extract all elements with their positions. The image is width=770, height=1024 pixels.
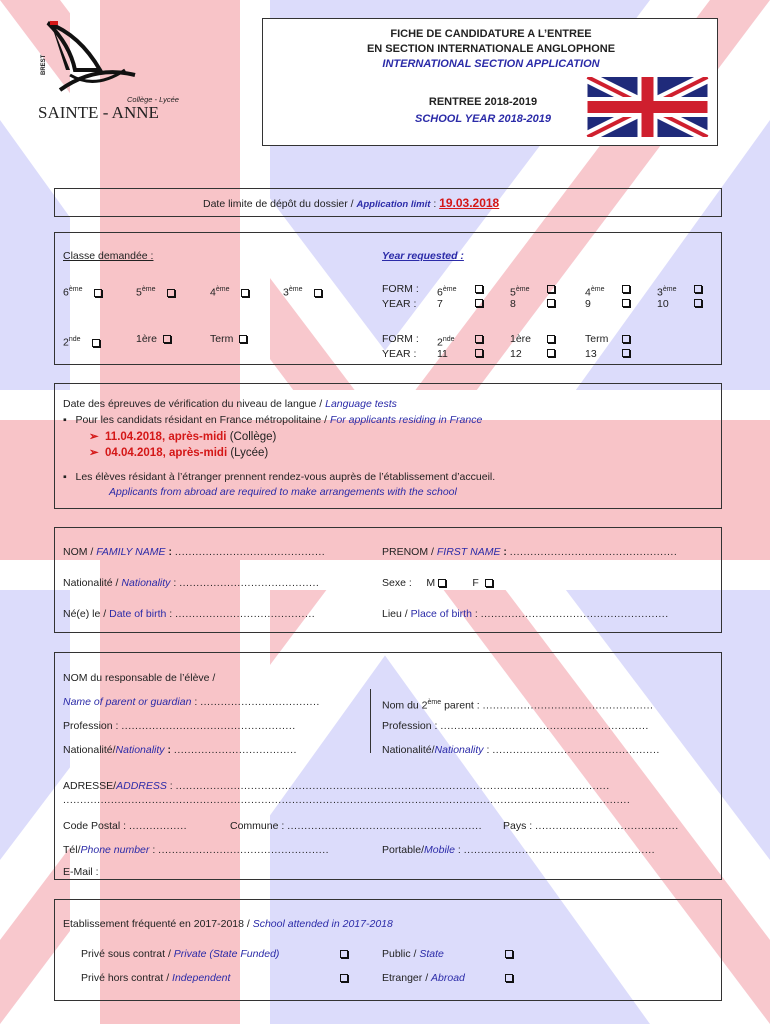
student-box	[54, 527, 722, 633]
header-rentree: RENTREE 2018-2019	[428, 96, 538, 108]
class-3eme[interactable]: 3ème	[283, 283, 322, 300]
language-tests-box	[54, 383, 722, 509]
parent-nationality-field[interactable]: Nationalité/Nationality : ....................................	[63, 744, 297, 756]
header-box	[262, 18, 718, 146]
language-tests-title: Date des épreuves de vérification du niveau de langue / Language tests	[63, 398, 397, 410]
checkbox-1ere[interactable]	[163, 335, 171, 343]
checkbox-year-8[interactable]	[547, 299, 555, 307]
family-name-field[interactable]: NOM / FAMILY NAME : ............................................	[63, 546, 326, 558]
checkbox-sex-f[interactable]	[485, 579, 493, 587]
class-requested-title: Classe demandée :	[63, 250, 154, 262]
deadline-line	[203, 197, 499, 211]
year-12: 12	[510, 348, 522, 360]
checkbox-form-1ere[interactable]	[547, 335, 555, 343]
school-option-abroad: Etranger / Abroad	[382, 972, 465, 984]
checkbox-form-term[interactable]	[622, 335, 630, 343]
school-option-public: Public / State	[382, 948, 444, 960]
checkbox-public[interactable]	[505, 950, 513, 958]
checkbox-year-12[interactable]	[547, 349, 555, 357]
school-logo	[30, 15, 200, 125]
class-6eme[interactable]: 6ème	[63, 283, 102, 300]
classes-box	[54, 232, 722, 365]
uk-flag-icon	[585, 77, 710, 137]
class-1ere[interactable]: 1ère	[136, 333, 171, 346]
header-title-line1: FICHE DE CANDIDATURE A L’ENTREE	[390, 28, 592, 40]
checkbox-form-3[interactable]	[694, 285, 702, 293]
checkbox-term[interactable]	[239, 335, 247, 343]
language-date-college: ➢ 11.04.2018, après-midi (Collège)	[89, 431, 277, 443]
deadline-date: 19.03.2018	[439, 196, 500, 210]
checkbox-year-13[interactable]	[622, 349, 630, 357]
logo-caption: Collège - Lycée	[127, 95, 179, 104]
country-field[interactable]: Pays : ..........................................	[503, 820, 679, 832]
header-title-line3: INTERNATIONAL SECTION APPLICATION	[382, 58, 600, 70]
deadline-label: Date limite de dépôt du dossier	[203, 198, 348, 210]
year-13: 13	[585, 348, 597, 360]
address-field[interactable]: ADRESSE/ADDRESS : ...............................................................................................................................	[63, 780, 610, 792]
sex-field: Sexe : M F	[382, 577, 493, 590]
checkbox-4eme[interactable]	[241, 289, 249, 297]
sailboat-logo-icon	[40, 15, 150, 95]
mobile-field[interactable]: Portable/Mobile : ........................................................	[382, 844, 656, 856]
header-title-line2: EN SECTION INTERNATIONALE ANGLOPHONE	[366, 43, 616, 55]
checkbox-independent[interactable]	[340, 974, 348, 982]
class-2nde[interactable]: 2nde	[63, 333, 100, 350]
year-11: 11	[437, 348, 448, 360]
checkbox-2nde[interactable]	[92, 339, 100, 347]
year-label-1: YEAR :	[382, 298, 417, 310]
class-5eme[interactable]: 5ème	[136, 283, 175, 300]
year-8: 8	[510, 298, 516, 310]
email-field[interactable]: E-Mail :	[63, 866, 99, 878]
deadline-colon: :	[433, 198, 437, 210]
parent-box	[54, 652, 722, 880]
nationality-field[interactable]: Nationalité / Nationality : .........................................	[63, 577, 320, 589]
parent-title: NOM du responsable de l’élève /	[63, 672, 216, 684]
checkbox-year-10[interactable]	[694, 299, 702, 307]
school-option-private-state: Privé sous contrat / Private (State Funded)	[81, 948, 280, 960]
first-name-field[interactable]: PRENOM / FIRST NAME : .................................................	[382, 546, 678, 558]
year-requested-title: Year requested :	[382, 250, 464, 262]
logo-name: SAINTE - ANNE	[38, 103, 159, 122]
language-bullet-abroad: ▪ Les élèves résidant à l’étranger prennent rendez-vous auprès de l’établissement d’accueil.	[63, 471, 496, 483]
deadline-sep: /	[350, 198, 354, 210]
class-term[interactable]: Term	[210, 333, 247, 346]
checkbox-form-6[interactable]	[475, 285, 483, 293]
form-6: 6ème	[437, 286, 457, 299]
parent-name-field[interactable]: Name of parent or guardian : ...................................	[63, 696, 320, 708]
checkbox-year-9[interactable]	[622, 299, 630, 307]
second-parent-profession-field[interactable]: Profession : .............................................................	[382, 720, 649, 732]
language-bullet-abroad-en: Applicants from abroad are required to make arrangements with the school	[109, 486, 457, 498]
checkbox-abroad[interactable]	[505, 974, 513, 982]
checkbox-year-7[interactable]	[475, 299, 483, 307]
school-option-independent: Privé hors contrat / Independent	[81, 972, 231, 984]
parent-divider	[370, 689, 371, 753]
logo-mark-letters: BREST	[41, 54, 47, 75]
parent-profession-field[interactable]: Profession : ...................................................	[63, 720, 296, 732]
date-of-birth-field[interactable]: Né(e) le / Date of birth : .........................................	[63, 608, 316, 620]
form-label-2: FORM :	[382, 333, 419, 345]
checkbox-private-state[interactable]	[340, 950, 348, 958]
header-school-year: SCHOOL YEAR 2018-2019	[415, 113, 551, 125]
language-date-lycee: ➢ 04.04.2018, après-midi (Lycée)	[89, 447, 269, 459]
checkbox-3eme[interactable]	[314, 289, 322, 297]
deadline-box	[54, 188, 722, 217]
second-parent-field[interactable]: Nom du 2ème parent : ..................................................	[382, 699, 654, 712]
checkbox-sex-m[interactable]	[438, 579, 446, 587]
class-4eme[interactable]: 4ème	[210, 283, 249, 300]
language-bullet-france: ▪ Pour les candidats résidant en France métropolitaine / For applicants residing in France	[63, 414, 483, 426]
checkbox-6eme[interactable]	[94, 289, 102, 297]
form-1ere: 1ère	[510, 333, 532, 345]
second-parent-nationality-field[interactable]: Nationalité/Nationality : .................................................	[382, 744, 660, 756]
checkbox-form-4[interactable]	[622, 285, 630, 293]
school-box	[54, 899, 722, 1001]
checkbox-form-5[interactable]	[547, 285, 555, 293]
deadline-label-en: Application limit	[356, 199, 431, 210]
year-9: 9	[585, 298, 591, 310]
checkbox-year-11[interactable]	[475, 349, 483, 357]
year-10: 10	[657, 298, 669, 310]
checkbox-5eme[interactable]	[167, 289, 175, 297]
phone-field[interactable]: Tél/Phone number : ..................................................	[63, 844, 330, 856]
checkbox-form-2nde[interactable]	[475, 335, 483, 343]
place-of-birth-field[interactable]: Lieu / Place of birth : .......................................................	[382, 608, 669, 620]
postal-code-field[interactable]: Code Postal : .................	[63, 820, 188, 832]
year-7: 7	[437, 298, 443, 310]
form-4: 4ème	[585, 286, 605, 299]
form-label-1: FORM :	[382, 283, 419, 295]
address-line-2[interactable]: ......................................................................................................................................................................	[63, 794, 631, 806]
form-2nde: 2nde	[437, 336, 455, 349]
school-title: Etablissement fréquenté en 2017-2018 / School attended in 2017-2018	[63, 918, 393, 930]
commune-field[interactable]: Commune : .........................................................	[230, 820, 482, 832]
form-5: 5ème	[510, 286, 530, 299]
form-3: 3ème	[657, 286, 677, 299]
year-label-2: YEAR :	[382, 348, 417, 360]
form-term: Term	[585, 333, 609, 345]
